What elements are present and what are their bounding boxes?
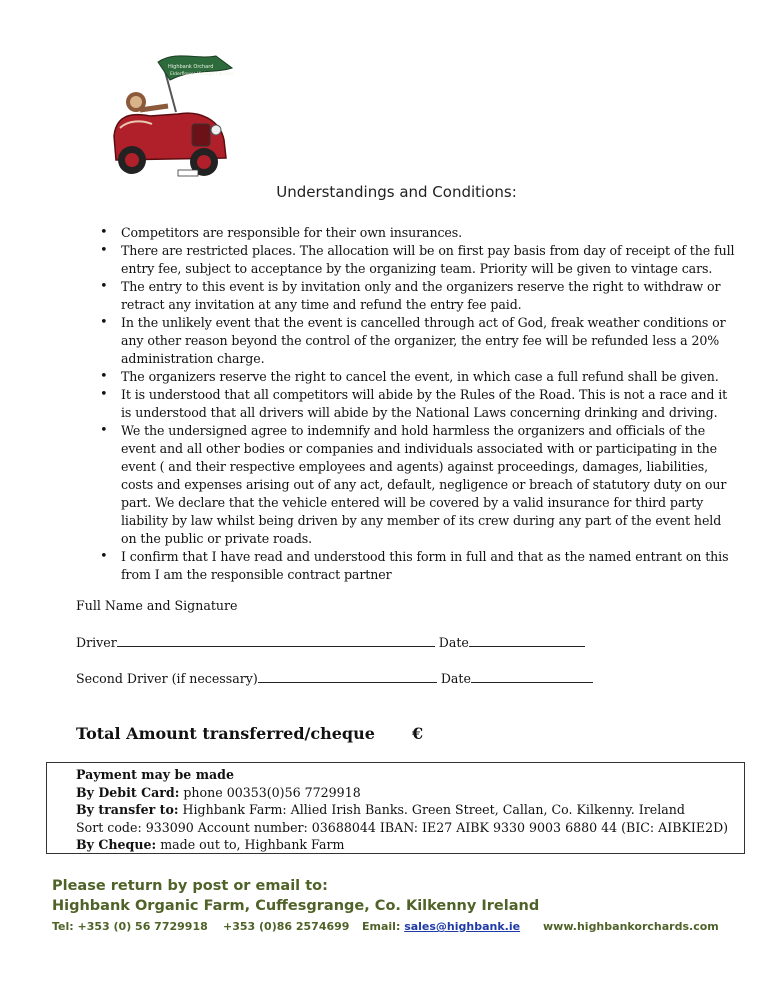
condition-item: • Competitors are responsible for their own insurances. (98, 224, 738, 242)
conditions-list (98, 224, 738, 584)
condition-item: • The organizers reserve the right to cancel the event, in which case a full refund shall be given. (98, 368, 738, 386)
flag-text-1: Highbank Orchard (168, 64, 214, 70)
vintage-car-logo (96, 50, 236, 185)
condition-item: • It is understood that all competitors will abide by the Rules of the Road. This is not a race and it is understood that all drivers will abide by the National Laws concerning drinking and driving. (98, 386, 738, 422)
return-address: Highbank Organic Farm, Cuffesgrange, Co. Kilkenny Ireland (52, 898, 540, 914)
transfer-value: Highbank Farm: Allied Irish Banks. Green Street, Callan, Co. Kilkenny. Ireland (182, 802, 685, 817)
second-driver-field[interactable] (258, 669, 437, 683)
total-amount-label: Total Amount transferred/cheque (76, 724, 375, 743)
cheque-value: made out to, Highbank Farm (160, 837, 345, 852)
condition-item: • The entry to this event is by invitation only and the organizers reserve the right to withdraw or retract any invitation at any time and refund the entry fee paid. (98, 278, 738, 314)
telephone: Tel: +353 (0) 56 7729918 (52, 920, 208, 933)
full-name-label: Full Name and Signature (76, 598, 238, 613)
payment-title: Payment may be made (76, 767, 234, 782)
mobile-phone: +353 (0)86 2574699 (223, 920, 350, 933)
page-heading: Understandings and Conditions: (276, 183, 517, 201)
currency-symbol: € (412, 724, 424, 743)
driver-label: Driver (76, 635, 117, 650)
return-title: Please return by post or email to: (52, 878, 328, 894)
date-label: Date (438, 635, 469, 650)
driver-field[interactable] (117, 633, 435, 647)
transfer-label: By transfer to: (76, 802, 179, 817)
date-label: Date (440, 671, 471, 686)
driver-date-field[interactable] (469, 633, 585, 647)
payment-details (76, 766, 728, 854)
email-link[interactable]: sales@highbank.ie (404, 920, 521, 933)
condition-item: • We the undersigned agree to indemnify and hold harmless the organizers and officials of the event and all other bodies or companies and individuals associated with or participating in the event ( and their respective employees and agents) against proceedings, damages, liabilities, costs and expenses arising out of any act, default, negligence or breach of statutory duty on our part. We declare that the vehicle entered will be covered by a valid insurance for third party liability by law whilst being driven by any member of its crew during any part of the event held on the public or private roads. (98, 422, 738, 548)
debit-value: phone 00353(0)56 7729918 (183, 784, 361, 800)
second-driver-signature-line (76, 669, 593, 686)
debit-label: By Debit Card: (76, 784, 180, 800)
flag-text-2: Elderflower Vintage Car Run (170, 72, 234, 77)
second-driver-date-field[interactable] (471, 669, 593, 683)
condition-item: • In the unlikely event that the event is cancelled through act of God, freak weather conditions or any other reason beyond the control of the organizer, the entry fee will be refunded less a 20% administration charge. (98, 314, 738, 368)
website[interactable]: www.highbankorchards.com (543, 920, 719, 933)
email-line (362, 920, 520, 933)
condition-item: • There are restricted places. The allocation will be on first pay basis from day of receipt of the full entry fee, subject to acceptance by the organizing team. Priority will be given to vintage cars. (98, 242, 738, 278)
driver-signature-line (76, 633, 585, 650)
second-driver-label: Second Driver (if necessary) (76, 671, 258, 686)
condition-item: • I confirm that I have read and understood this form in full and that as the named entrant on this from I am the responsible contract partner (98, 548, 738, 584)
sort-code-line: Sort code: 933090 Account number: 03688044 IBAN: IE27 AIBK 9330 9003 6880 44 (BIC: AIBKIE2D) (76, 819, 729, 835)
cheque-label: By Cheque: (76, 837, 157, 852)
email-label: Email: (362, 920, 401, 933)
